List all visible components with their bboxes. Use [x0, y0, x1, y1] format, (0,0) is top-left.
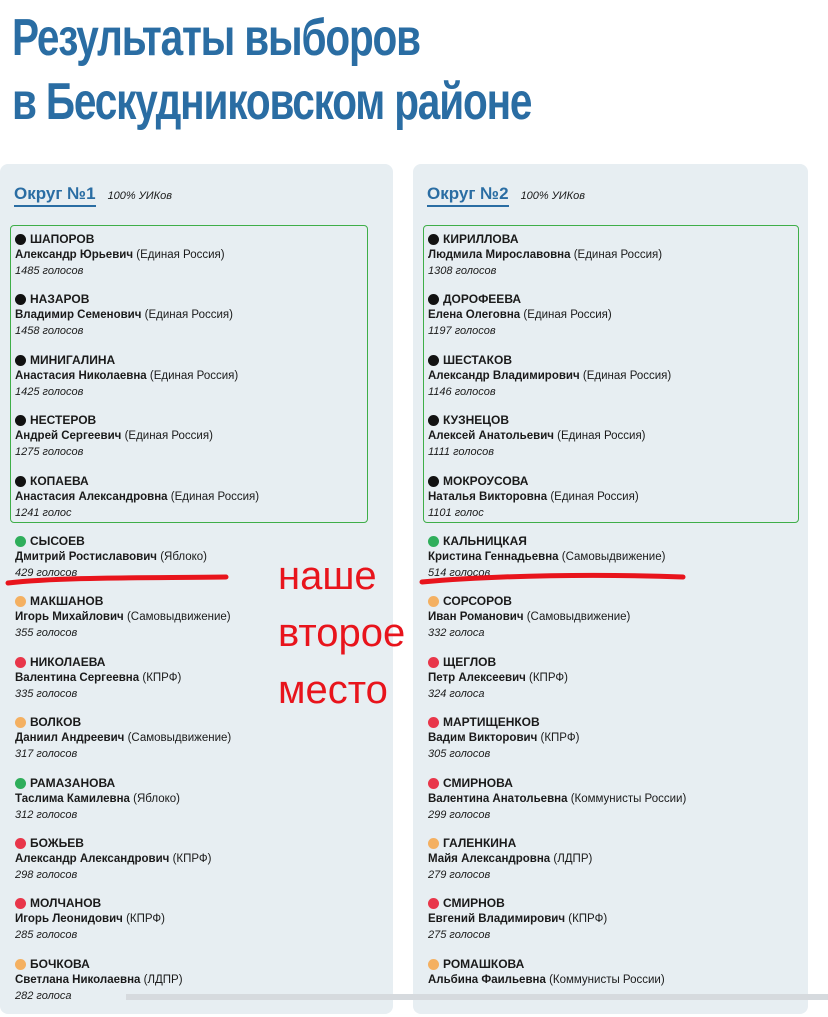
candidate-party: (Самовыдвижение): [126, 611, 231, 624]
party-dot-icon: [15, 234, 26, 245]
candidate-entry: [428, 292, 800, 352]
candidate-name-row: [15, 911, 387, 927]
candidate-votes: 429 голосов: [15, 566, 78, 579]
party-dot-icon: [428, 476, 439, 487]
candidate-full-name: Алексей Анатольевич: [428, 430, 554, 443]
candidate-name-row: [15, 247, 387, 263]
candidate-full-name: Андрей Сергеевич: [15, 430, 122, 443]
candidate-name-row: [428, 670, 800, 686]
candidate-surname: ЩЕГЛОВ: [443, 654, 497, 669]
candidate-votes: 275 голосов: [428, 929, 491, 942]
candidate-entry: [428, 413, 800, 473]
candidate-party: (ЛДПР): [143, 973, 183, 986]
page-title-line-1: Результаты выборов: [12, 9, 420, 67]
candidate-entry: [428, 232, 800, 292]
candidate-votes: 312 голосов: [15, 808, 78, 821]
candidate-full-name: Светлана Николаевна: [15, 973, 141, 986]
candidate-party: (Единая Россия): [573, 249, 663, 261]
candidate-full-name: Таслима Камилевна: [15, 792, 130, 805]
district-2-candidate-list: [428, 232, 800, 1017]
candidate-surname: БОЖЬЕВ: [30, 835, 84, 850]
candidate-entry: [428, 715, 800, 775]
candidate-full-name: Евгений Владимирович: [428, 913, 566, 926]
district-1-header: [14, 184, 172, 207]
bottom-toolbar-strip: [126, 994, 828, 1000]
party-dot-icon: [428, 838, 439, 849]
party-dot-icon: [15, 294, 26, 305]
candidate-surname: НИКОЛАЕВА: [30, 654, 106, 669]
candidate-votes: 1275 голосов: [15, 446, 84, 459]
candidate-surname: РАМАЗАНОВА: [30, 775, 116, 790]
candidate-name-row: [428, 489, 800, 505]
candidate-surname-row: [428, 715, 800, 730]
page-title: [12, 6, 531, 134]
candidate-votes: 279 голосов: [428, 868, 491, 881]
party-dot-icon: [428, 294, 439, 305]
candidate-name-row: [15, 791, 387, 807]
candidate-entry: [15, 232, 387, 292]
candidate-full-name: Альбина Фаильевна: [428, 973, 546, 986]
candidate-surname: МАРТИЩЕНКОВ: [443, 715, 540, 730]
candidate-entry: [428, 534, 800, 594]
candidate-surname: КУЗНЕЦОВ: [443, 413, 510, 428]
candidate-surname-row: [428, 957, 800, 972]
candidate-surname-row: [15, 896, 387, 911]
candidate-votes: 1425 голосов: [15, 385, 84, 398]
candidate-entry: [428, 353, 800, 413]
candidate-full-name: Владимир Семенович: [15, 309, 142, 322]
candidate-votes: 317 голосов: [15, 748, 78, 761]
candidate-full-name: Александр Владимирович: [428, 369, 580, 382]
candidate-votes: 324 голоса: [428, 687, 485, 700]
candidate-party: (Единая Россия): [144, 309, 233, 322]
candidate-name-row: [15, 307, 387, 323]
candidate-full-name: Елена Олеговна: [428, 309, 521, 322]
candidate-full-name: Анастасия Александровна: [15, 490, 168, 503]
candidate-surname-row: [428, 776, 800, 791]
candidate-surname: ШЕСТАКОВ: [443, 352, 512, 367]
candidate-full-name: Валентина Сергеевна: [15, 671, 140, 684]
party-dot-icon: [15, 959, 26, 970]
district-2-header: [427, 184, 585, 207]
candidate-surname-row: [15, 232, 387, 247]
candidate-party: (КПРФ): [540, 732, 580, 745]
candidate-surname: СМИРНОВ: [443, 896, 505, 911]
candidate-party: (ЛДПР): [553, 852, 593, 865]
party-dot-icon: [428, 536, 439, 547]
party-dot-icon: [15, 355, 26, 366]
candidate-surname-row: [15, 836, 387, 851]
candidate-name-row: [428, 972, 800, 988]
candidate-name-row: [15, 489, 387, 505]
candidate-votes: 335 голосов: [15, 687, 78, 700]
candidate-entry: [428, 655, 800, 715]
candidate-party: (КПРФ): [126, 913, 165, 926]
candidate-surname-row: [428, 474, 800, 489]
district-2-panel: [413, 164, 808, 1014]
candidate-entry: [15, 715, 387, 775]
candidate-name-row: [428, 609, 800, 625]
candidate-surname: СЫСОЕВ: [30, 533, 85, 548]
candidate-party: (Единая Россия): [124, 430, 213, 443]
party-dot-icon: [15, 778, 26, 789]
candidate-full-name: Наталья Викторовна: [428, 490, 548, 503]
district-2-title: Округ №2: [427, 184, 509, 207]
handwritten-annotation: наше второе место: [278, 554, 406, 712]
candidate-surname: ГАЛЕНКИНА: [443, 835, 517, 850]
candidate-full-name: Валентина Анатольевна: [428, 792, 568, 805]
candidate-party: (Единая Россия): [136, 249, 225, 261]
candidate-votes: 1241 голос: [15, 506, 72, 519]
candidate-name-row: [428, 428, 800, 444]
candidate-party: (Самовыдвижение): [526, 611, 631, 624]
candidate-surname-row: [428, 594, 800, 609]
candidate-party: (Коммунисты России): [549, 973, 665, 986]
candidate-votes: 298 голосов: [15, 868, 78, 881]
candidate-full-name: Даниил Андреевич: [15, 732, 125, 745]
candidate-votes: 1101 голос: [428, 506, 484, 519]
candidate-surname-row: [15, 957, 387, 972]
candidate-votes: 282 голоса: [15, 989, 72, 1002]
party-dot-icon: [15, 536, 26, 547]
candidate-name-row: [428, 851, 800, 867]
candidate-surname-row: [428, 413, 800, 428]
candidate-party: (Самовыдвижение): [127, 732, 232, 745]
candidate-entry: [15, 896, 387, 956]
candidate-votes: 1111 голосов: [428, 446, 494, 459]
party-dot-icon: [428, 234, 439, 245]
candidate-surname: НЕСТЕРОВ: [30, 413, 97, 428]
candidate-full-name: Александр Александрович: [15, 852, 170, 865]
candidate-votes: 299 голосов: [428, 808, 491, 821]
candidate-surname-row: [428, 292, 800, 307]
candidate-surname: НАЗАРОВ: [30, 292, 90, 307]
party-dot-icon: [428, 657, 439, 668]
candidate-entry: [428, 594, 800, 654]
candidate-full-name: Вадим Викторович: [428, 732, 538, 745]
candidate-surname: ШАПОРОВ: [30, 232, 95, 246]
candidate-surname-row: [15, 776, 387, 791]
candidate-surname: КАЛЬНИЦКАЯ: [443, 533, 527, 548]
candidate-surname: ДОРОФЕЕВА: [443, 292, 522, 307]
candidate-name-row: [15, 730, 387, 746]
candidate-full-name: Александр Юрьевич: [15, 249, 134, 261]
candidate-party: (КПРФ): [529, 671, 568, 684]
candidate-votes: 514 голосов: [428, 566, 491, 579]
candidate-votes: 355 голосов: [15, 627, 78, 640]
candidate-surname-row: [428, 353, 800, 368]
candidate-surname: МАКШАНОВ: [30, 594, 104, 609]
candidate-party: (Яблоко): [133, 792, 180, 805]
candidate-party: (Коммунисты России): [570, 792, 687, 805]
candidate-full-name: Дмитрий Ростиславович: [15, 550, 157, 563]
candidate-name-row: [428, 368, 800, 384]
candidate-surname-row: [15, 292, 387, 307]
candidate-surname-row: [15, 413, 387, 428]
candidate-party: (Единая Россия): [523, 309, 612, 322]
party-dot-icon: [15, 476, 26, 487]
candidate-full-name: Анастасия Николаевна: [15, 369, 147, 382]
candidate-full-name: Кристина Геннадьевна: [428, 550, 559, 563]
candidate-surname: МОЛЧАНОВ: [30, 896, 102, 911]
candidate-votes: 1308 голосов: [428, 265, 497, 277]
party-dot-icon: [428, 959, 439, 970]
candidate-name-row: [15, 428, 387, 444]
party-dot-icon: [15, 596, 26, 607]
party-dot-icon: [428, 898, 439, 909]
candidate-entry: [15, 836, 387, 896]
candidate-entry: [428, 776, 800, 836]
candidate-entry: [428, 474, 800, 534]
candidate-entry: [15, 413, 387, 473]
candidate-entry: [428, 896, 800, 956]
party-dot-icon: [428, 717, 439, 728]
candidate-entry: [15, 957, 387, 1017]
candidate-surname-row: [428, 534, 800, 549]
candidate-name-row: [428, 307, 800, 323]
candidate-party: (Единая Россия): [149, 369, 239, 382]
candidate-votes: 1197 голосов: [428, 325, 496, 338]
party-dot-icon: [15, 898, 26, 909]
candidate-surname: ВОЛКОВ: [30, 715, 82, 730]
candidate-party: (Яблоко): [160, 550, 208, 563]
party-dot-icon: [428, 596, 439, 607]
candidate-party: (Самовыдвижение): [561, 550, 666, 563]
candidate-party: (КПРФ): [172, 852, 212, 865]
party-dot-icon: [15, 415, 26, 426]
candidate-name-row: [15, 972, 387, 988]
candidate-name-row: [428, 791, 800, 807]
candidate-entry: [428, 836, 800, 896]
candidate-votes: 285 голосов: [15, 929, 78, 942]
candidate-surname: КОПАЕВА: [30, 473, 89, 488]
candidate-name-row: [428, 911, 800, 927]
candidate-surname-row: [428, 232, 800, 247]
candidate-party: (Единая Россия): [582, 369, 672, 382]
district-2-precincts-note: 100% УИКов: [520, 190, 585, 202]
candidate-entry: [15, 353, 387, 413]
candidate-name-row: [428, 247, 800, 263]
candidate-surname-row: [428, 655, 800, 670]
candidate-full-name: Иван Романович: [428, 611, 524, 624]
candidate-name-row: [428, 549, 800, 565]
candidate-name-row: [15, 851, 387, 867]
candidate-party: (Единая Россия): [557, 430, 646, 443]
party-dot-icon: [428, 415, 439, 426]
candidate-party: (Единая Россия): [550, 490, 639, 503]
candidate-name-row: [428, 730, 800, 746]
candidate-surname: МИНИГАЛИНА: [30, 352, 116, 367]
district-1-precincts-note: 100% УИКов: [107, 190, 172, 202]
candidate-surname: БОЧКОВА: [30, 956, 90, 971]
candidate-surname-row: [428, 896, 800, 911]
candidate-surname-row: [15, 474, 387, 489]
party-dot-icon: [428, 778, 439, 789]
candidate-surname: МОКРОУСОВА: [443, 473, 529, 488]
candidate-surname: СМИРНОВА: [443, 775, 513, 790]
candidate-name-row: [15, 368, 387, 384]
party-dot-icon: [15, 717, 26, 728]
candidate-votes: 332 голоса: [428, 627, 485, 640]
candidate-full-name: Майя Александровна: [428, 852, 551, 865]
district-1-title: Округ №1: [14, 184, 96, 207]
candidate-votes: 1485 голосов: [15, 265, 84, 277]
candidate-full-name: Петр Алексеевич: [428, 671, 526, 684]
candidate-full-name: Игорь Михайлович: [15, 611, 124, 624]
candidate-party: (КПРФ): [142, 671, 182, 684]
candidate-surname: СОРСОРОВ: [443, 594, 512, 609]
candidate-votes: 305 голосов: [428, 748, 491, 761]
candidate-surname: КИРИЛЛОВА: [443, 232, 519, 246]
party-dot-icon: [428, 355, 439, 366]
candidate-full-name: Игорь Леонидович: [15, 913, 123, 926]
candidate-party: (КПРФ): [568, 913, 608, 926]
candidate-entry: [15, 292, 387, 352]
candidate-surname-row: [15, 353, 387, 368]
candidate-votes: 1146 голосов: [428, 385, 496, 398]
candidate-votes: 1458 голосов: [15, 325, 84, 338]
candidate-entry: [15, 776, 387, 836]
candidate-surname: РОМАШКОВА: [443, 956, 525, 971]
candidate-full-name: Людмила Мирославовна: [428, 249, 571, 261]
candidate-entry: [15, 474, 387, 534]
candidate-entry: [428, 957, 800, 1017]
party-dot-icon: [15, 838, 26, 849]
party-dot-icon: [15, 657, 26, 668]
page-title-line-2: в Бескудниковском районе: [12, 73, 532, 131]
candidate-party: (Единая Россия): [170, 490, 260, 503]
candidate-surname-row: [15, 534, 387, 549]
candidate-surname-row: [428, 836, 800, 851]
